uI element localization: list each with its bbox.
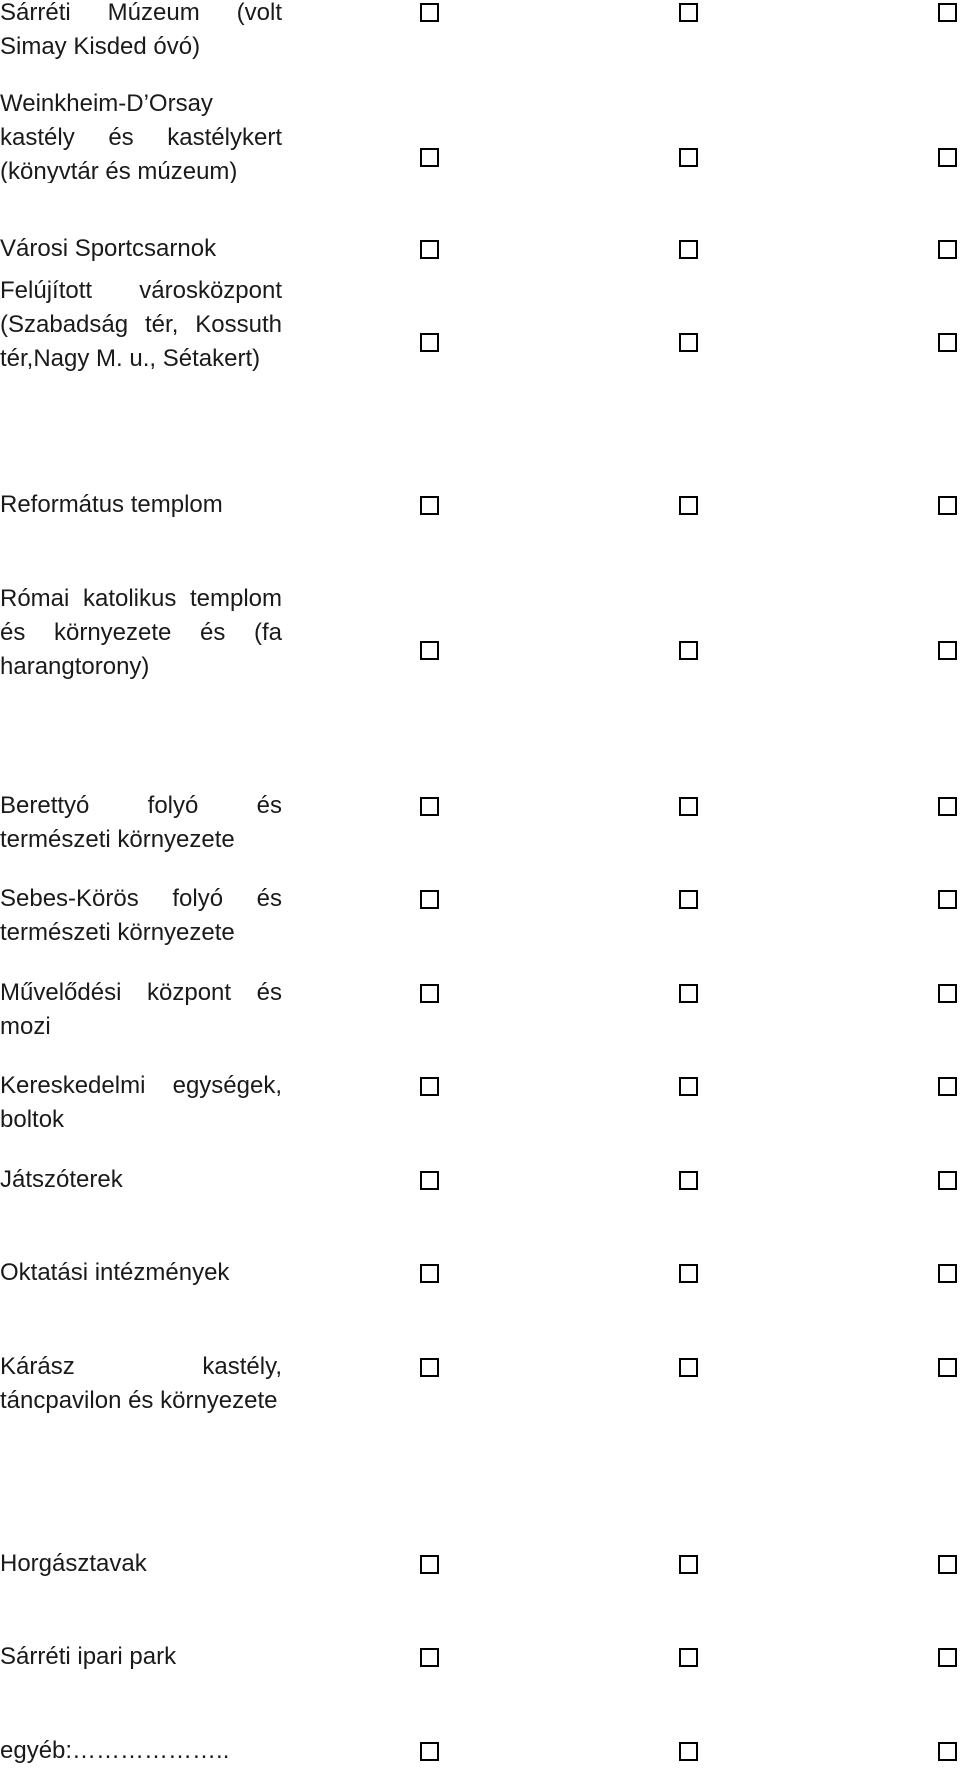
checkbox[interactable] xyxy=(938,797,957,816)
checkbox[interactable] xyxy=(679,984,698,1003)
checkbox[interactable] xyxy=(938,1264,957,1283)
checkbox[interactable] xyxy=(938,3,957,22)
checkbox[interactable] xyxy=(420,984,439,1003)
place-label: Felújított városközpont (Szabadság tér, Kossuth tér,Nagy M. u., Sétakert) xyxy=(0,277,282,372)
checkbox[interactable] xyxy=(938,1077,957,1096)
checkbox[interactable] xyxy=(420,890,439,909)
checkbox[interactable] xyxy=(420,797,439,816)
place-label: Református templom xyxy=(0,491,223,518)
checkbox[interactable] xyxy=(420,1358,439,1377)
place-label: Weinkheim-D’Orsay kastély és kastélykert (könyvtár és múzeum) xyxy=(0,90,282,183)
checkbox[interactable] xyxy=(679,1264,698,1283)
checkbox[interactable] xyxy=(938,148,957,167)
place-label: Játszóterek xyxy=(0,1166,123,1193)
checkbox[interactable] xyxy=(679,890,698,909)
place-label: Kárász kastély, táncpavilon és környezete xyxy=(0,1353,282,1414)
checkbox[interactable] xyxy=(420,240,439,259)
checkbox[interactable] xyxy=(420,1264,439,1283)
place-label: Oktatási intézmények xyxy=(0,1259,230,1286)
checkbox[interactable] xyxy=(938,984,957,1003)
place-label: Római katolikus templom és környezete és (fa harangtorony) xyxy=(0,585,282,680)
checkbox[interactable] xyxy=(938,1358,957,1377)
checkbox[interactable] xyxy=(938,496,957,515)
checkbox[interactable] xyxy=(420,148,439,167)
checkbox[interactable] xyxy=(938,1648,957,1667)
other-label: egyéb:……………….. xyxy=(0,1737,230,1764)
checkbox[interactable] xyxy=(420,1077,439,1096)
checkbox[interactable] xyxy=(938,240,957,259)
checkbox[interactable] xyxy=(679,333,698,352)
checkbox[interactable] xyxy=(679,3,698,22)
checkbox[interactable] xyxy=(679,1555,698,1574)
place-label: Kereskedelmi egységek, boltok xyxy=(0,1072,282,1133)
checkbox[interactable] xyxy=(420,1555,439,1574)
checkbox[interactable] xyxy=(679,1648,698,1667)
place-label: Városi Sportcsarnok xyxy=(0,235,217,262)
checkbox[interactable] xyxy=(679,1077,698,1096)
checkbox[interactable] xyxy=(938,333,957,352)
place-label: Berettyó folyó és természeti környezete xyxy=(0,792,282,853)
checkbox[interactable] xyxy=(420,641,439,660)
checkbox[interactable] xyxy=(679,641,698,660)
checkbox[interactable] xyxy=(420,496,439,515)
checkbox[interactable] xyxy=(420,3,439,22)
checkbox[interactable] xyxy=(420,1648,439,1667)
checkbox[interactable] xyxy=(938,1742,957,1761)
place-label: Sebes-Körös folyó és természeti környezete xyxy=(0,885,282,946)
checkbox[interactable] xyxy=(420,1171,439,1190)
checkbox[interactable] xyxy=(679,1742,698,1761)
checkbox[interactable] xyxy=(938,641,957,660)
checkbox[interactable] xyxy=(679,1358,698,1377)
checkbox[interactable] xyxy=(938,890,957,909)
checkbox[interactable] xyxy=(420,333,439,352)
checkbox[interactable] xyxy=(679,1171,698,1190)
place-label: Horgásztavak xyxy=(0,1550,147,1577)
checkbox[interactable] xyxy=(938,1555,957,1574)
checkbox[interactable] xyxy=(679,148,698,167)
place-label: Sárréti ipari park xyxy=(0,1643,177,1670)
place-label: Művelődési központ és mozi xyxy=(0,979,282,1040)
checkbox[interactable] xyxy=(679,496,698,515)
checkbox[interactable] xyxy=(938,1171,957,1190)
place-label: Sárréti Múzeum (volt Simay Kisded óvó) xyxy=(0,0,282,60)
checkbox[interactable] xyxy=(679,797,698,816)
checkbox[interactable] xyxy=(679,240,698,259)
checkbox[interactable] xyxy=(420,1742,439,1761)
